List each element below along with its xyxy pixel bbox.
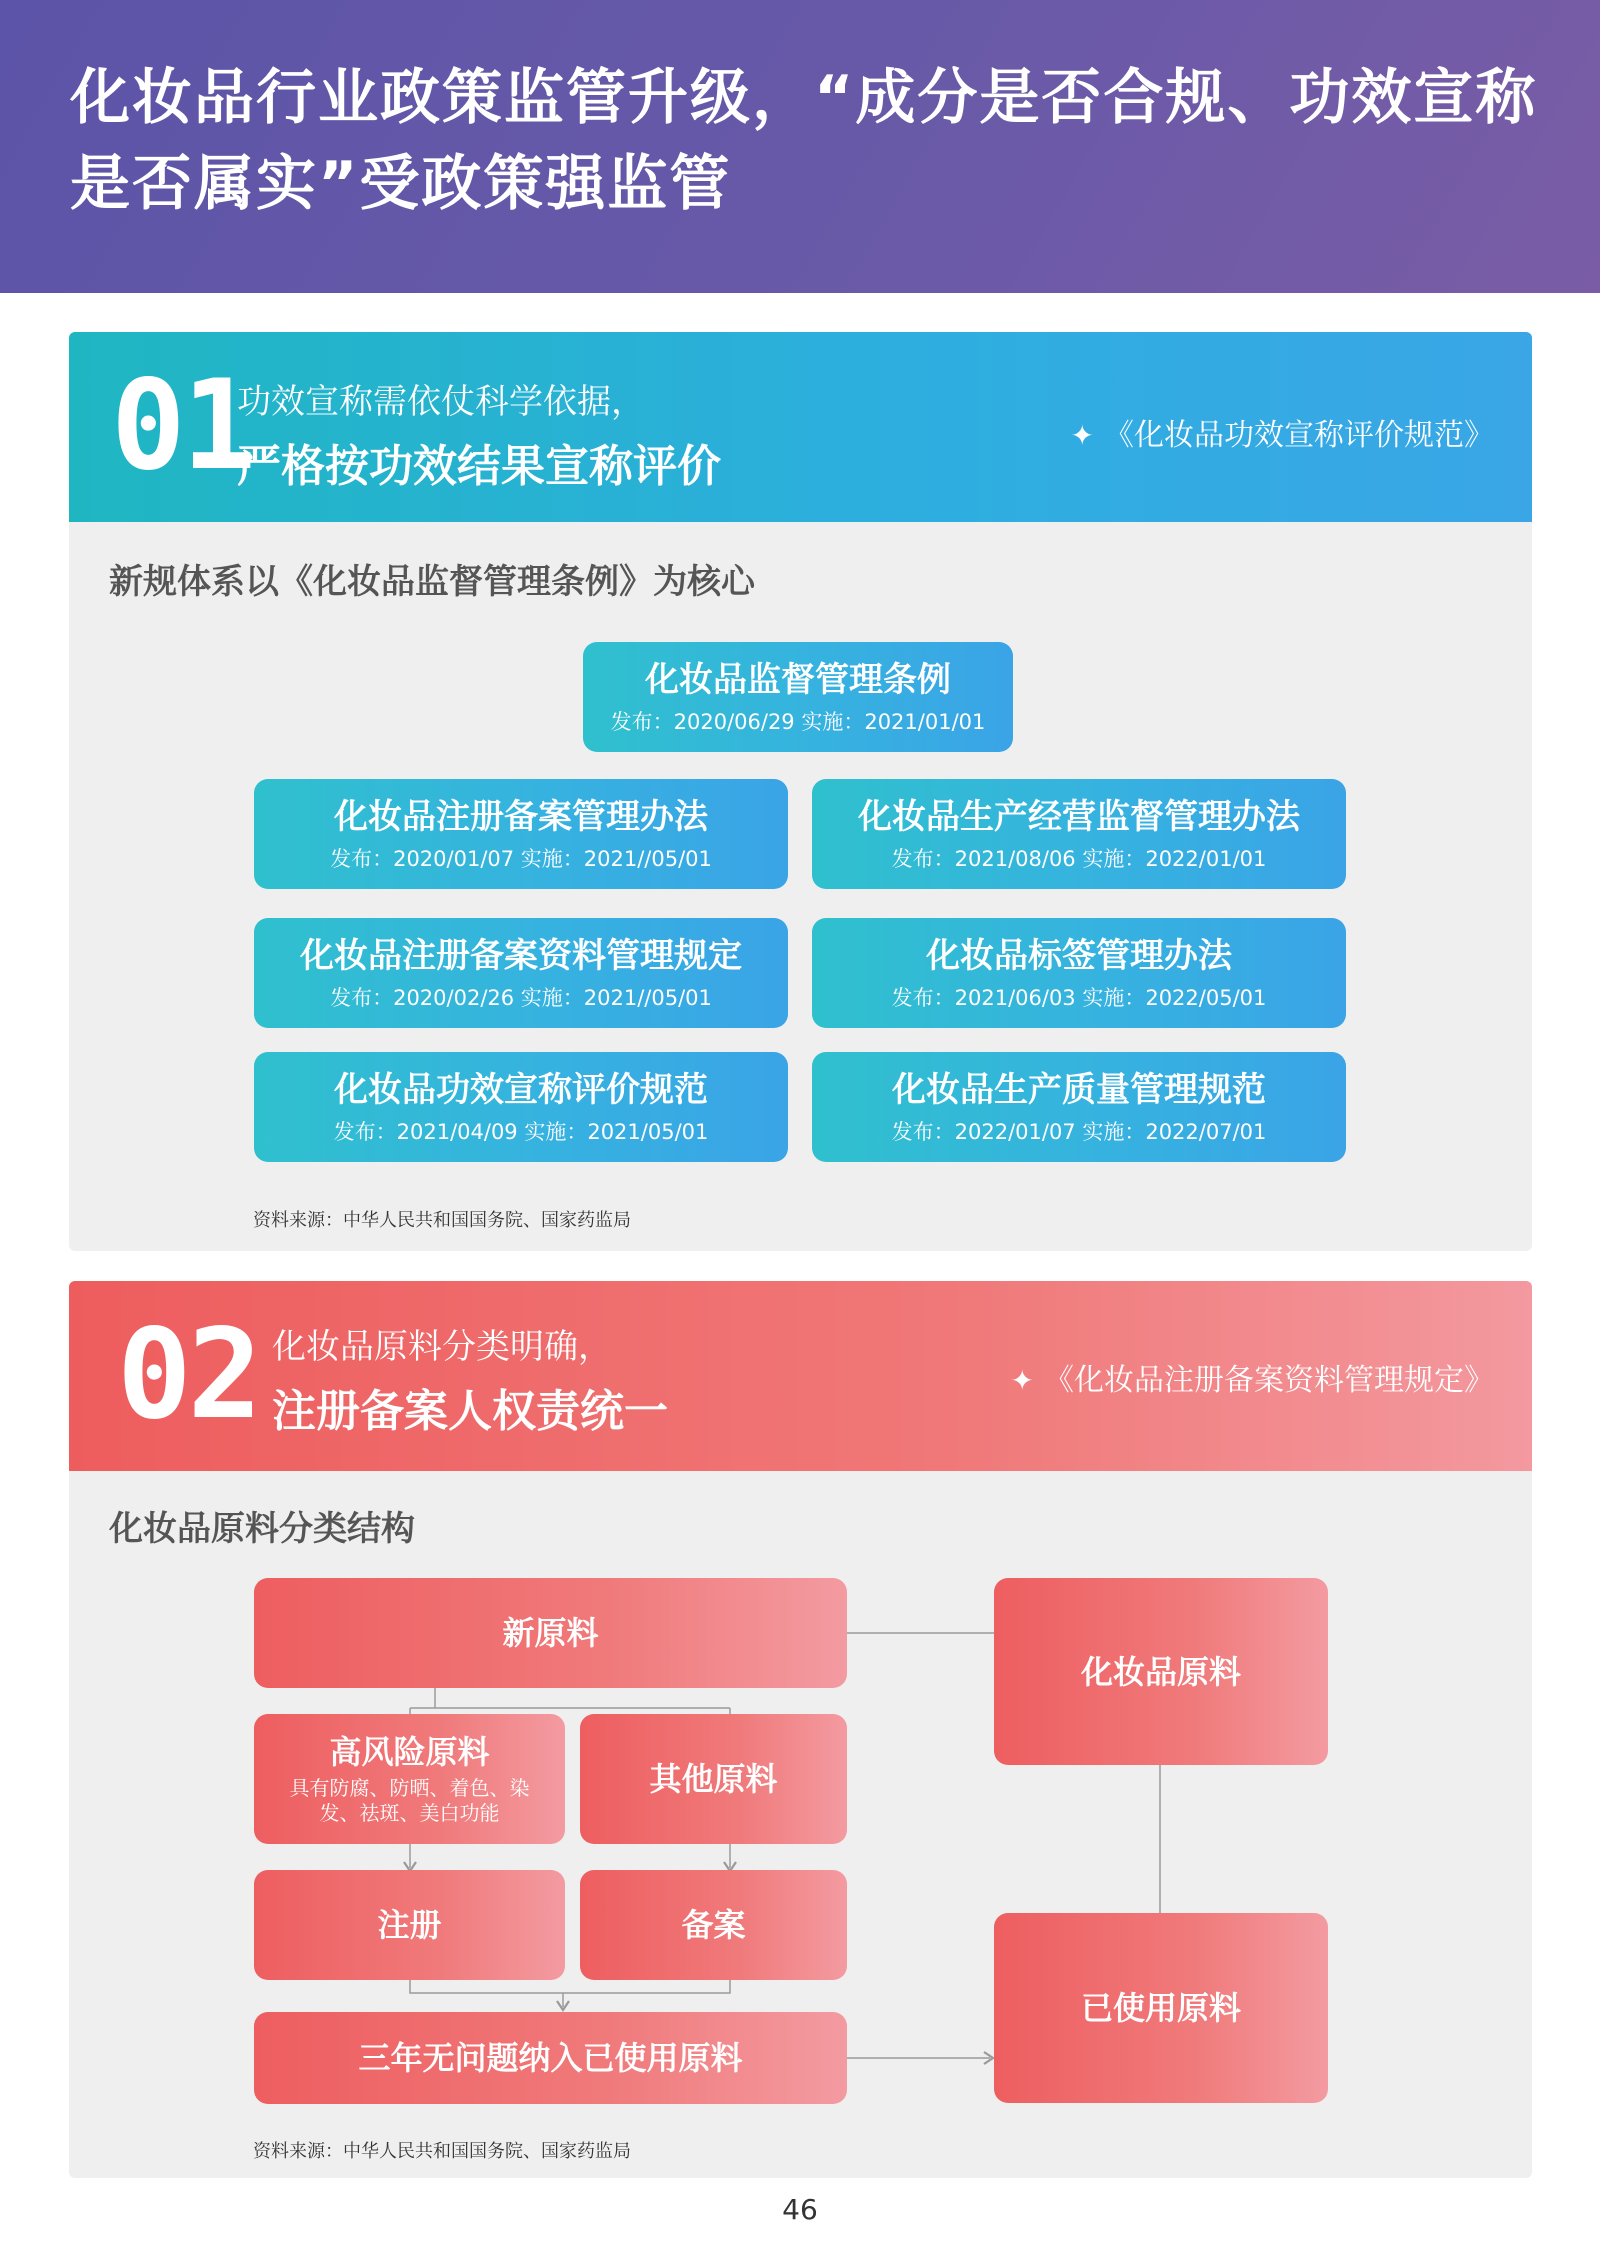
regulation-name: 化妆品生产经营监督管理办法 xyxy=(858,797,1300,837)
flow-label: 化妆品原料 xyxy=(1080,1652,1241,1691)
flow-high-risk xyxy=(254,1714,565,1844)
regulation-box xyxy=(583,642,1013,752)
flow-filing xyxy=(580,1870,847,1980)
section-1-reference-text: 《化妆品功效宣称评价规范》 xyxy=(1104,418,1494,453)
regulation-dates: 发布：2021/04/09 实施：2021/05/01 xyxy=(333,1120,709,1144)
sparkle-icon: ✦ xyxy=(1010,1364,1034,1397)
section-1-heading: 新规体系以《化妆品监督管理条例》为核心 xyxy=(109,562,755,602)
page-title-line-1: 化妆品行业政策监管升级，“成分是否合规、功效宣称 xyxy=(70,63,1538,133)
page-header xyxy=(0,0,1600,293)
flow-three-years xyxy=(254,2012,847,2104)
regulation-box xyxy=(812,779,1346,889)
regulation-dates: 发布：2021/06/03 实施：2022/05/01 xyxy=(891,986,1267,1010)
section-2-subtitle: 化妆品原料分类明确， xyxy=(272,1327,612,1367)
regulation-name: 化妆品注册备案资料管理规定 xyxy=(300,936,742,976)
regulation-name: 化妆品监督管理条例 xyxy=(645,660,951,700)
flow-register xyxy=(254,1870,565,1980)
regulation-name: 化妆品注册备案管理办法 xyxy=(334,797,708,837)
flow-label: 备案 xyxy=(681,1906,746,1944)
page-number: 46 xyxy=(782,2193,818,2226)
regulation-name: 化妆品标签管理办法 xyxy=(926,936,1232,976)
regulation-box xyxy=(812,918,1346,1028)
flow-used-material xyxy=(994,1913,1328,2103)
flow-label: 其他原料 xyxy=(649,1760,778,1798)
sparkle-icon: ✦ xyxy=(1070,419,1094,452)
section-1-banner xyxy=(69,332,1532,522)
regulation-name: 化妆品生产质量管理规范 xyxy=(892,1070,1266,1110)
regulation-dates: 发布：2021/08/06 实施：2022/01/01 xyxy=(891,847,1267,871)
section-1-subtitle: 功效宣称需依仗科学依据， xyxy=(237,382,645,422)
section-2-heading: 化妆品原料分类结构 xyxy=(109,1509,415,1549)
flow-label: 注册 xyxy=(377,1906,442,1944)
section-2-main-title: 注册备案人权责统一 xyxy=(272,1386,668,1437)
flow-label: 新原料 xyxy=(502,1614,599,1652)
connector-line xyxy=(410,1980,730,1993)
flow-label: 高风险原料 xyxy=(329,1733,490,1771)
flow-new-material xyxy=(254,1578,847,1688)
regulation-dates: 发布：2022/01/07 实施：2022/07/01 xyxy=(891,1120,1267,1144)
section-1-source: 资料来源：中华人民共和国国务院、国家药监局 xyxy=(253,1210,631,1231)
section-1-number: 01 xyxy=(111,354,253,498)
page-title xyxy=(70,55,1550,227)
regulation-dates: 发布：2020/06/29 实施：2021/01/01 xyxy=(610,710,986,734)
regulation-box xyxy=(812,1052,1346,1162)
section-2-number: 02 xyxy=(117,1303,259,1447)
section-2-source: 资料来源：中华人民共和国国务院、国家药监局 xyxy=(253,2141,631,2162)
section-1-reference xyxy=(1071,410,1494,454)
regulation-dates: 发布：2020/01/07 实施：2021//05/01 xyxy=(330,847,712,871)
regulation-box xyxy=(254,779,788,889)
page-title-line-2: 是否属实”受政策强监管 xyxy=(70,149,732,219)
flow-other xyxy=(580,1714,847,1844)
section-1-main-title: 严格按功效结果宣称评价 xyxy=(237,441,721,492)
regulation-name: 化妆品功效宣称评价规范 xyxy=(334,1070,708,1110)
regulation-dates: 发布：2020/02/26 实施：2021//05/01 xyxy=(330,986,712,1010)
section-2-card xyxy=(69,1281,1532,2178)
flow-label: 三年无问题纳入已使用原料 xyxy=(358,2039,743,2077)
section-2-reference-text: 《化妆品注册备案资料管理规定》 xyxy=(1044,1363,1494,1398)
section-1-card xyxy=(69,332,1532,1251)
flow-description: 具有防腐、防晒、着色、染发、祛斑、美白功能 xyxy=(289,1776,530,1825)
flow-label: 已使用原料 xyxy=(1080,1989,1241,2027)
regulation-box xyxy=(254,1052,788,1162)
regulation-box xyxy=(254,918,788,1028)
flow-cosmetic-material xyxy=(994,1578,1328,1765)
